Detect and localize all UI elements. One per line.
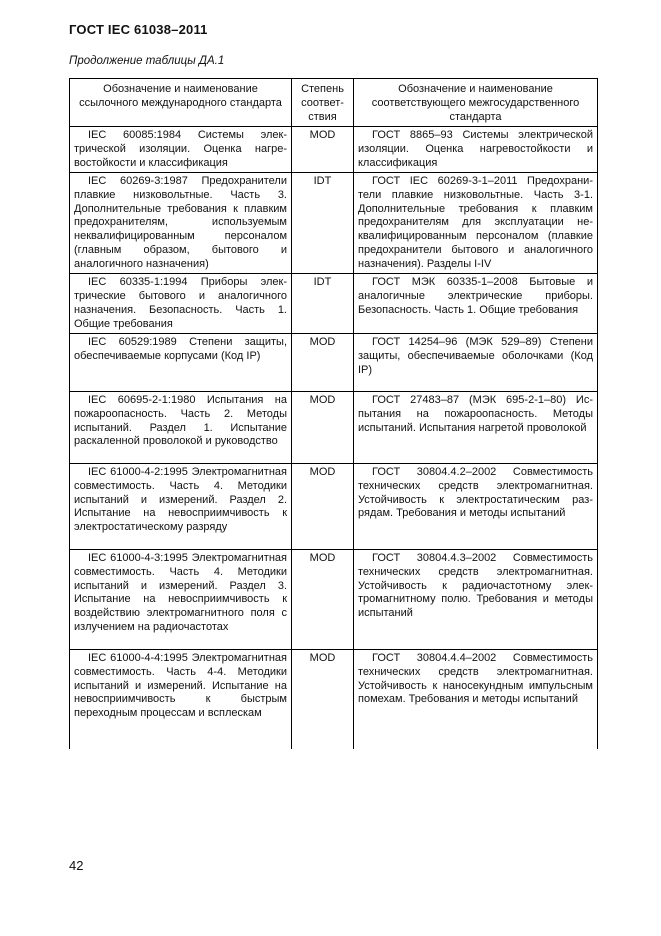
- header-intl-standard: Обозначение и наименование ссылочного международного стандарта: [70, 79, 292, 127]
- intl-standard-cell: IEC 60529:1989 Степени защиты, обеспечиваемые корпусами (Код IP): [70, 333, 292, 391]
- degree-cell: MOD: [292, 549, 354, 649]
- intl-standard-cell: IEC 60085:1984 Системы электрической изоляции. Оценка нагревостойкости и классификация: [70, 127, 292, 173]
- degree-cell: MOD: [292, 127, 354, 173]
- table-row: [70, 463, 598, 549]
- document-header: ГОСТ IEC 61038–2011: [69, 22, 208, 37]
- page-number: 42: [69, 858, 84, 873]
- national-standard-cell: ГОСТ МЭК 60335-1–2008 Бытовые и аналогичные электрические приборы. Безопасность. Часть 1. Общие требования: [354, 274, 598, 334]
- national-standard-cell: ГОСТ 8865–93 Системы электрической изоляции. Оценка нагревостойкости и классификация: [354, 127, 598, 173]
- table-header-row: [70, 79, 598, 127]
- national-standard-cell: ГОСТ 30804.4.2–2002 Совместимость технических средств электромагнитная. Устойчивость к электростатическим разрядам. Требования и методы испытаний: [354, 463, 598, 549]
- intl-standard-cell: IEC 61000-4-3:1995 Электромагнитная совместимость. Часть 4. Методики испытаний и измерений. Раздел 3. Испытание на невосприимчивость к воздействию электромагнитного поля с излучением на радиочастотах: [70, 549, 292, 649]
- table-row: [70, 391, 598, 463]
- intl-standard-cell: IEC 61000-4-2:1995 Электромагнитная совместимость. Часть 4. Методики испытаний и измерений. Раздел 2. Испытание на невосприимчивость к электростатическому разряду: [70, 463, 292, 549]
- intl-standard-cell: IEC 60335-1:1994 Приборы электрические бытового и аналогичного назначения. Безопасность. Часть 1. Общие требования: [70, 274, 292, 334]
- table-row: [70, 649, 598, 749]
- table-caption: Продолжение таблицы ДА.1: [69, 55, 225, 67]
- intl-standard-cell: IEC 60269-3:1987 Предохранители плавкие низковольтные. Часть 3. Дополнительные требования к плавким предохранителям, используемым неквалифицированным персоналом (главным образом, бытового и аналогичного назначения): [70, 172, 292, 273]
- degree-cell: MOD: [292, 333, 354, 391]
- header-national-standard: Обозначение и наименование соответствующего межгосударственного стандарта: [354, 79, 598, 127]
- intl-standard-cell: IEC 60695-2-1:1980 Испытания на пожароопасность. Часть 2. Методы испытаний. Раздел 1. Испытание раскаленной проволокой и руководство: [70, 391, 292, 463]
- national-standard-cell: ГОСТ 30804.4.4–2002 Совместимость технических средств электромагнитная. Устойчивость к наносекундным импульсным помехам. Требования и методы испытаний: [354, 649, 598, 749]
- table-row: [70, 333, 598, 391]
- national-standard-cell: ГОСТ IEC 60269-3-1–2011 Предохранители плавкие низковольтные. Часть 3-1. Дополнительные требования к плавким предохранителям для эксплуатации неквалифицированным персоналом (плавкие предохранители бытового и аналогичного назначения). Разделы I-IV: [354, 172, 598, 273]
- table-row: [70, 274, 598, 334]
- table-row: [70, 172, 598, 273]
- intl-standard-cell: IEC 61000-4-4:1995 Электромагнитная совместимость. Часть 4-4. Методики испытаний и измерений. Испытание на невосприимчивость к быстрым переходным процессам и всплескам: [70, 649, 292, 749]
- degree-cell: IDT: [292, 274, 354, 334]
- header-degree: Степень соответствия: [292, 79, 354, 127]
- degree-cell: MOD: [292, 463, 354, 549]
- degree-cell: MOD: [292, 649, 354, 749]
- standards-table: [69, 78, 598, 749]
- table-row: [70, 549, 598, 649]
- national-standard-cell: ГОСТ 30804.4.3–2002 Совместимость технических средств электромагнитная. Устойчивость к радиочастотному электромагнитному полю. Требования и методы испытаний: [354, 549, 598, 649]
- national-standard-cell: ГОСТ 14254–96 (МЭК 529–89) Степени защиты, обеспечиваемые оболочками (Код IP): [354, 333, 598, 391]
- degree-cell: IDT: [292, 172, 354, 273]
- table-row: [70, 127, 598, 173]
- national-standard-cell: ГОСТ 27483–87 (МЭК 695-2-1–80) Испытания на пожароопасность. Методы испытаний. Испытания нагретой проволокой: [354, 391, 598, 463]
- degree-cell: MOD: [292, 391, 354, 463]
